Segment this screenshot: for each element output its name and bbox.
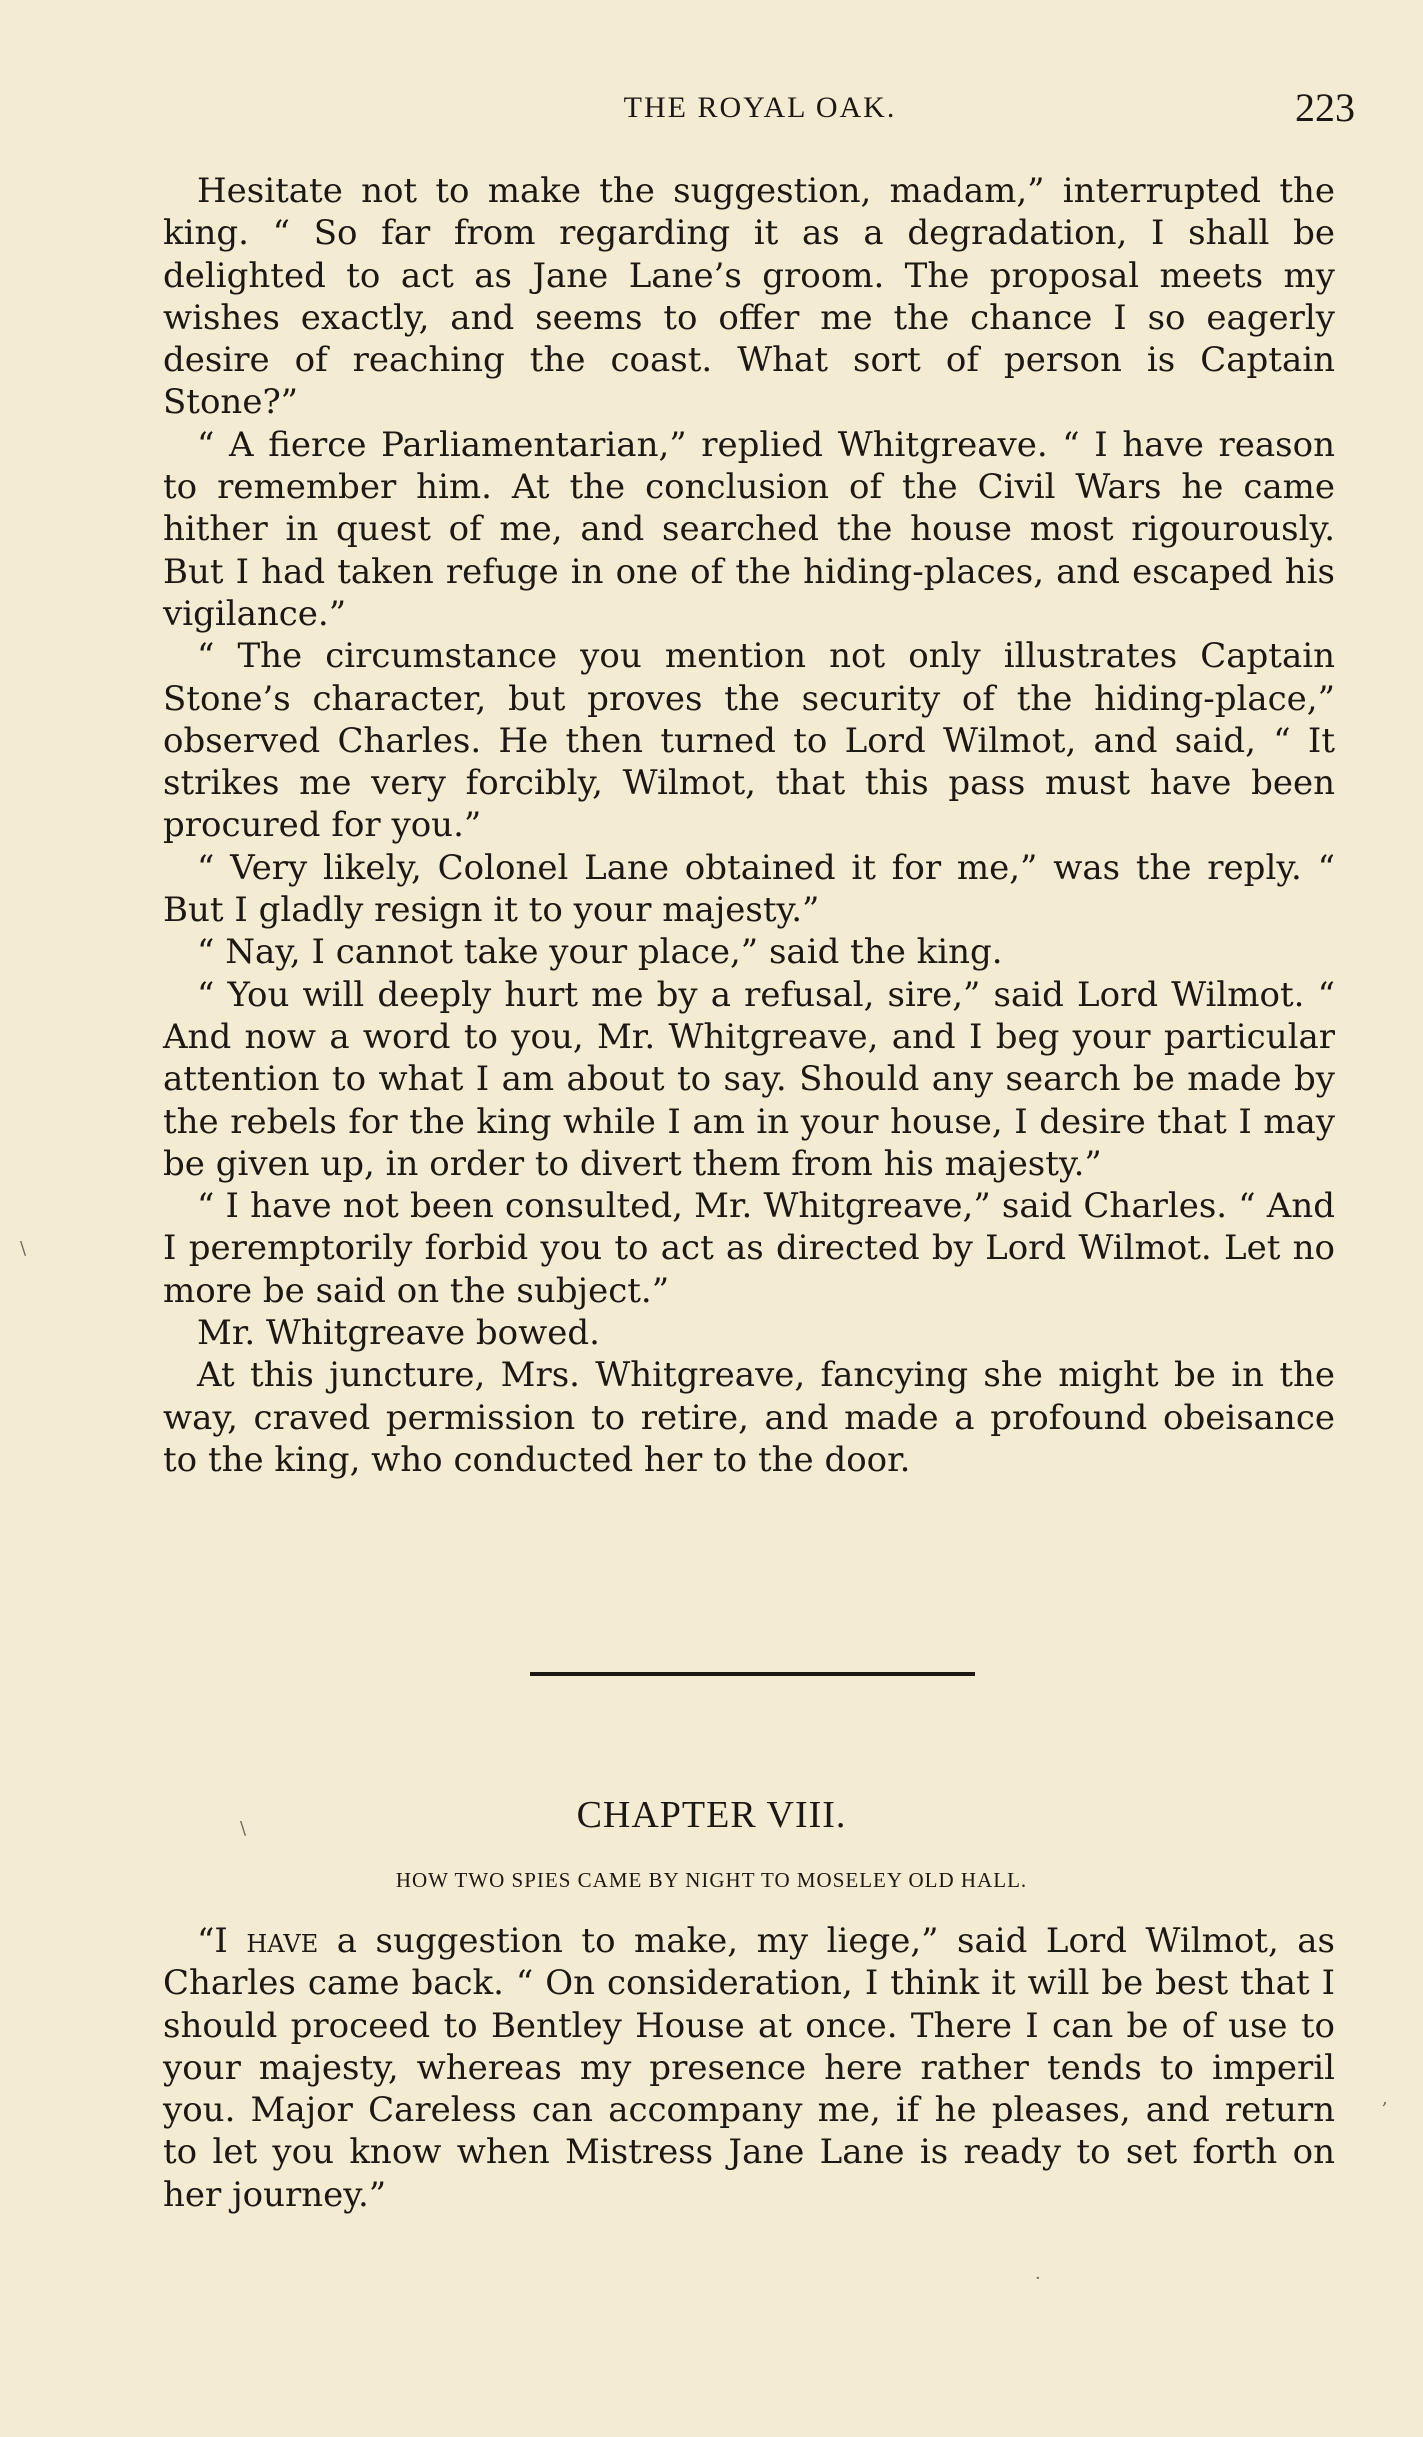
paper-speck: \ xyxy=(20,1238,27,1259)
paragraph: Mr. Whitgreave bowed. xyxy=(197,1313,600,1354)
paragraph: “ You will deeply hurt me by a refusal, sire,” said Lord Wilmot. “ And now a word to you, Mr. Whitgreave, and I beg your particular attention to what I am about to say. Should any search be made by the rebels for the king while I am in your house, I desire that I may be given up, in order to divert them from his majesty.” xyxy=(163,974,1335,1184)
paragraph: “ Nay, I cannot take your place,” said the king. xyxy=(197,932,1003,973)
body-text xyxy=(163,170,1335,1481)
paper-speck: \ xyxy=(240,1818,247,1839)
chapter-text xyxy=(163,1920,1335,2216)
chapter-title: CHAPTER VIII. xyxy=(576,1794,847,1836)
page-number: 223 xyxy=(1295,85,1355,130)
paragraph: “ The circumstance you mention not only illustrates Captain Stone’s character, but proves the security of the hiding-place,” observed Charles. He then turned to Lord Wilmot, and said, “ It strikes me very forcibly, Wilmot, that this pass must have been procured for you.” xyxy=(163,636,1335,846)
running-title: THE ROYAL OAK. xyxy=(623,91,897,124)
paragraph: “ Very likely, Colonel Lane obtained it for me,” was the reply. “ But I gladly resign it to your majesty.” xyxy=(163,847,1335,931)
chapter-subtitle: HOW TWO SPIES CAME BY NIGHT TO MOSELEY OLD HALL. xyxy=(395,1868,1028,1892)
chapter-opening-paragraph xyxy=(163,1920,1335,2216)
opening-rest: a suggestion to make, my liege,” said Lord Wilmot, as Charles came back. “ On consideration, I think it will be best that I should proceed to Bentley House at once. There I can be of use to your majesty, whereas my presence here rather tends to imperil you. Major Careless can accompany me, if he pleases, and return to let you know when Mistress Jane Lane is ready to set forth on her journey.” xyxy=(163,1921,1335,2215)
section-divider xyxy=(530,1672,975,1676)
paragraph: “ I have not been consulted, Mr. Whitgreave,” said Charles. “ And I peremptorily forbid you to act as directed by Lord Wilmot. Let no more be said on the subject.” xyxy=(163,1186,1335,1311)
paragraph: “ A fierce Parliamentarian,” replied Whitgreave. “ I have reason to remember him. At the conclusion of the Civil Wars he came hither in quest of me, and searched the house most rigourously. But I had taken refuge in one of the hiding-places, and escaped his vigilance.” xyxy=(163,424,1335,634)
opening-smallcaps: have xyxy=(246,1921,319,1961)
running-head xyxy=(165,85,1355,130)
paper-speck: , xyxy=(1382,2088,1388,2109)
opening-quote: “I xyxy=(197,1921,247,1961)
paper-speck: · xyxy=(1035,2268,1041,2289)
paragraph: Hesitate not to make the suggestion, madam,” interrupted the king. “ So far from regarding it as a degradation, I shall be delighted to act as Jane Lane’s groom. The proposal meets my wishes exactly, and seems to offer me the chance I so eagerly desire of reaching the coast. What sort of person is Captain Stone?” xyxy=(163,171,1335,423)
paragraph: At this juncture, Mrs. Whitgreave, fancying she might be in the way, craved permission to retire, and made a profound obeisance to the king, who conducted her to the door. xyxy=(163,1355,1335,1480)
